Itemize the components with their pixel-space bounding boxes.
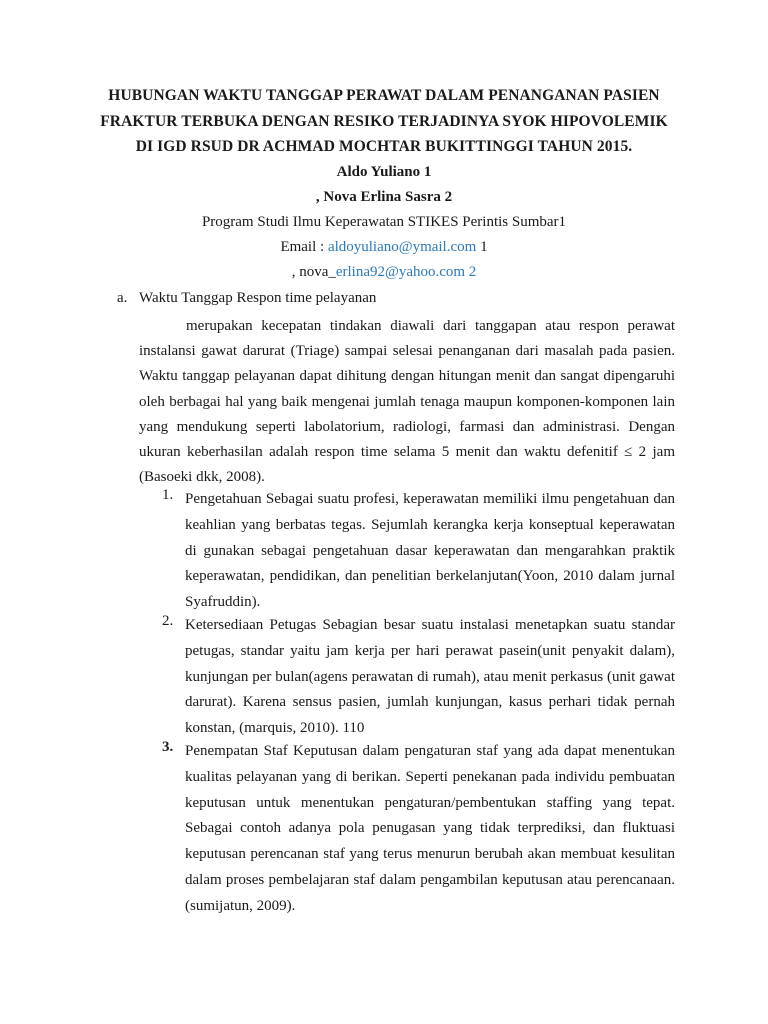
author-1: Aldo Yuliano 1: [336, 164, 432, 180]
email-link-aldo[interactable]: aldoyuliano@ymail.com: [327, 239, 477, 255]
email-link-nova[interactable]: erlina92@yahoo.com 2: [335, 264, 477, 280]
title-line-3: DI IGD RSUD DR ACHMAD MOCHTAR BUKITTINGGI TAHUN 2015.: [135, 138, 633, 155]
email-label: Email :: [280, 239, 328, 255]
section-title: Waktu Tanggap Respon time pelayanan: [139, 290, 377, 306]
list-item-3: Penempatan Staf Keputusan dalam pengaturan staf yang ada dapat menentukan kualitas pelayanan yang di berikan. Seperti penekanan pada individu pembuatan keputusan untuk menentukan pengaturan/pembentukan staffing yang tepat. Sebagai contoh adanya pola penugasan yang tidak terprediksi, dan fluktuasi keputusan perencanan staf yang terus menurun berubah akan membuat kesulitan dalam proses pembelajaran staf dalam pengambilan keputusan atau perencanaan. (sumijatun, 2009).: [185, 743, 675, 914]
section-marker: a.: [117, 290, 128, 306]
email-suffix-1: 1: [476, 239, 488, 255]
affiliation: Program Studi Ilmu Keperawatan STIKES Perintis Sumbar1: [201, 214, 567, 230]
list-item-number-3: 3.: [162, 739, 174, 755]
list-item-number-1: 1.: [162, 487, 174, 503]
list-item-number-2: 2.: [162, 613, 174, 629]
email-prefix-2: , nova_: [291, 264, 336, 280]
section-paragraph: merupakan kecepatan tindakan diawali dari tanggapan atau respon perawat instalansi gawat darurat (Triage) sampai selesai penanganan dari masalah pada pasien. Waktu tanggap pelayanan dapat dihitung dengan hitungan menit dan sangat dipengaruhi oleh berbagai hal yang baik mengenai jumlah tenaga maupun komponen-komponen lain yang mendukung seperti labolatorium, radiologi, farmasi dan administrasi. Dengan ukuran keberhasilan adalah respon time selama 5 menit dan waktu defenitif ≤ 2 jam (Basoeki dkk, 2008).: [139, 318, 675, 486]
list-item-1: Pengetahuan Sebagai suatu profesi, keperawatan memiliki ilmu pengetahuan dan keahlian yang berbatas tegas. Sejumlah kerangka kerja konseptual keperawatan di gunakan sebagai pengetahuan dasar keperawatan dan mengarahkan praktik keperawatan, pendidikan, dan penelitian berkelanjutan(Yoon, 2010 dalam jurnal Syafruddin).: [185, 491, 675, 611]
list-item-2: Ketersediaan Petugas Sebagian besar suatu instalasi menetapkan suatu standar petugas, standar yaitu jam kerja per hari perawat pasein(unit penyakit dalam), kunjungan per bulan(agens perawatan di rumah), atau menit perkasus (unit gawat darurat). Karena sensus pasien, jumlah kunjungan, kasus perhari tidak pernah konstan, (marquis, 2010). 110: [185, 617, 675, 737]
email-line-1: [60, 239, 708, 256]
email-line-2: [60, 264, 708, 281]
author-2: , Nova Erlina Sasra 2: [315, 189, 453, 205]
title-line-1: HUBUNGAN WAKTU TANGGAP PERAWAT DALAM PENANGANAN PASIEN: [108, 87, 660, 104]
title-line-2: FRAKTUR TERBUKA DENGAN RESIKO TERJADINYA SYOK HIPOVOLEMIK: [100, 113, 668, 130]
